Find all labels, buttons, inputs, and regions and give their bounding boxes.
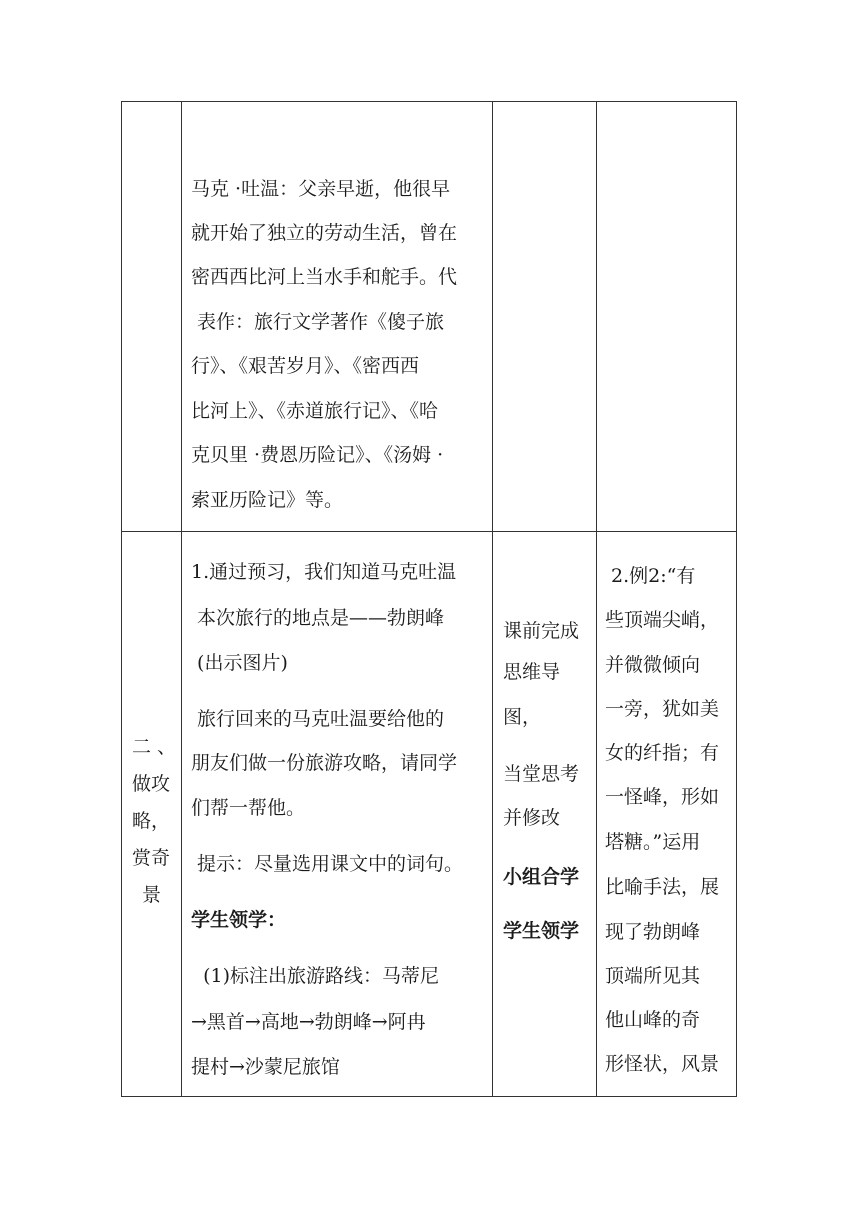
notes-line: 些顶端尖峭， [605, 609, 720, 631]
content-line: 提示：尽量选用课文中的词句。 [191, 853, 464, 875]
notes-line: 2.例2:“有 [605, 565, 696, 587]
activity-line: 思维导 [503, 661, 561, 683]
content-line: 旅行回来的马克吐温要给他的 [191, 708, 445, 730]
row1-content-cell [182, 102, 492, 531]
section-title-line: 赏奇 [132, 847, 171, 869]
notes-line: 顶端所见其 [605, 965, 701, 987]
notes-line: 一怪峰，形如 [605, 786, 720, 808]
notes-line: 他山峰的奇 [605, 1009, 701, 1031]
row2-notes-cell [597, 532, 737, 1097]
lesson-plan-table [121, 101, 737, 1097]
content-line: (出示图片) [191, 652, 288, 674]
notes-line: 并微微倾向 [605, 654, 701, 676]
activity-line: 并修改 [503, 807, 561, 829]
content-line: 本次旅行的地点是——勃朗峰 [191, 607, 445, 629]
content-line: 表作：旅行文学著作《傻子旅 [191, 311, 445, 333]
row1-notes-cell [597, 102, 737, 531]
content-line: 马克 ·吐温：父亲早逝，他很早 [191, 178, 451, 200]
row2-activity-cell [493, 532, 596, 1097]
content-line: →黑首→高地→勃朗峰→阿冉 [191, 1011, 426, 1033]
content-line: 提村→沙蒙尼旅馆 [191, 1056, 340, 1078]
row2-section-cell [122, 532, 181, 1097]
notes-line: 现了勃朗峰 [605, 921, 701, 943]
activity-line: 课前完成 [503, 620, 580, 642]
activity-line: 学生领学 [503, 920, 580, 942]
section-title-line: 做攻 [132, 773, 171, 795]
content-line: 行》、《艰苦岁月》、《密西西 [191, 355, 420, 377]
notes-line: 形怪状，风景 [605, 1053, 720, 1075]
notes-line: 塔糖。”运用 [605, 831, 701, 853]
notes-line: 比喻手法，展 [605, 876, 720, 898]
content-line: 学生领学： [191, 909, 287, 931]
notes-line: 一旁，犹如美 [605, 698, 720, 720]
content-line: 比河上》、《赤道旅行记》、《哈 [191, 400, 439, 422]
section-title-line: 景 [142, 884, 162, 906]
activity-line: 图， [503, 706, 542, 728]
row1-activity-cell [493, 102, 596, 531]
notes-line: 女的纤指；有 [605, 742, 720, 764]
activity-line: 当堂思考 [503, 763, 580, 785]
row1-section-cell [122, 102, 181, 531]
content-line: 密西西比河上当水手和舵手。代 [191, 266, 458, 288]
content-line: 朋友们做一份旅游攻略，请同学 [191, 752, 458, 774]
content-line: 1.通过预习，我们知道马克吐温 [191, 561, 457, 583]
content-line: 们帮一帮他。 [191, 797, 306, 819]
content-line: (1)标注出旅游路线：马蒂尼 [191, 965, 439, 987]
section-title-line: 略， [132, 810, 171, 832]
row2-content-cell [182, 532, 492, 1097]
content-line: 索亚历险记》等。 [191, 489, 344, 511]
content-line: 克贝里 ·费恩历险记》、《汤姆 · [191, 444, 444, 466]
section-title-line: 二 、 [132, 736, 177, 758]
content-line: 就开始了独立的劳动生活，曾在 [191, 222, 458, 244]
activity-line: 小组合学 [503, 866, 580, 888]
